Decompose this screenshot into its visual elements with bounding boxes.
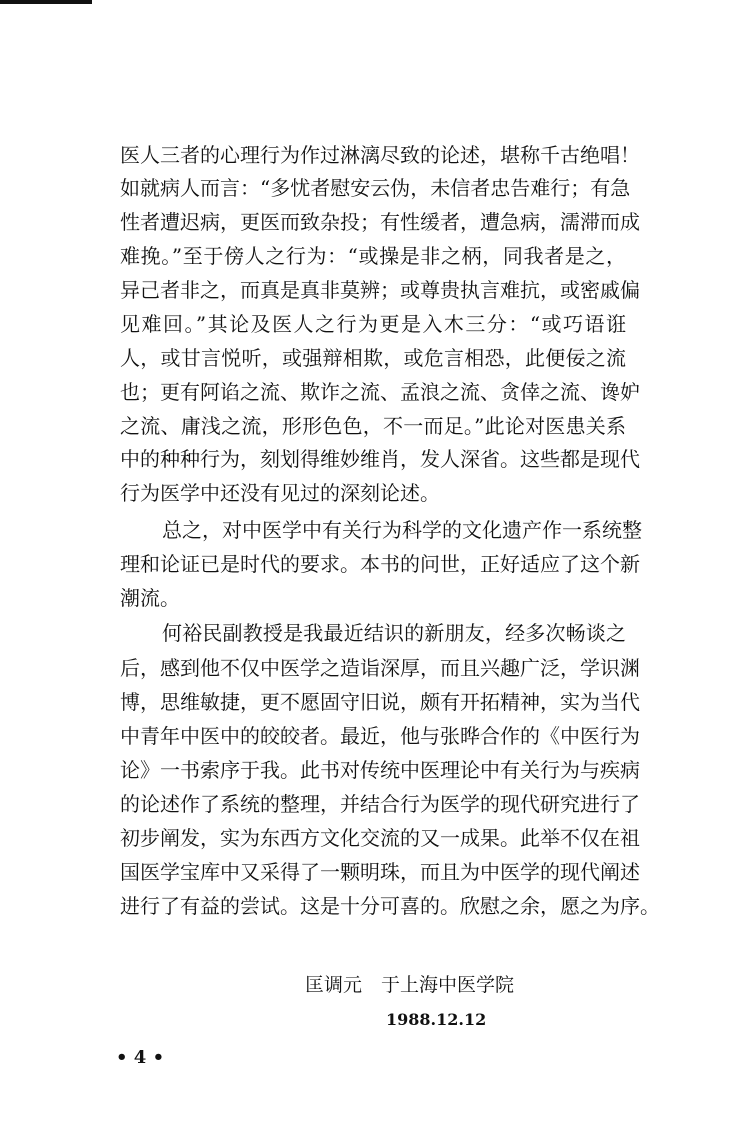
text-line: 初步阐发，实为东西方文化交流的又一成果。此举不仅在祖 (120, 826, 640, 850)
text-line: 之流、庸浅之流，形形色色，不一而足。”此论对医患关系 (120, 414, 626, 438)
date: 1988.12.12 (386, 1010, 487, 1029)
text-line: 难挽。”至于傍人之行为：“或操是非之柄，同我者是之， (120, 244, 626, 268)
text-line: 何裕民副教授是我最近结识的新朋友，经多次畅谈之 (162, 621, 626, 645)
text-line: 国医学宝库中又采得了一颗明珠，而且为中医学的现代阐述 (120, 860, 640, 884)
text-line: 进行了有益的尝试。这是十分可喜的。欣慰之余，愿之为序。 (120, 894, 660, 918)
text-line: 中青年中医中的皎皎者。最近，他与张晔合作的《中医行为 (120, 724, 640, 748)
text-line: 如就病人而言：“多忧者慰安云伪，未信者忠告难行；有急 (120, 176, 631, 200)
scan-edge-line (0, 0, 92, 4)
signature: 匡调元 于上海中医学院 (305, 974, 515, 996)
text-line: 的论述作了系统的整理，并结合行为医学的现代研究进行了 (120, 792, 640, 816)
text-line: 行为医学中还没有见过的深刻论述。 (120, 481, 440, 505)
text-line: 医人三者的心理行为作过淋漓尽致的论述，堪称千古绝唱！ (120, 143, 640, 167)
text-line: 中的种种行为，刻划得维妙维肖，发人深省。这些都是现代 (120, 447, 640, 471)
text-line: 也；更有阿谄之流、欺诈之流、孟浪之流、贪倖之流、谗妒 (120, 380, 640, 404)
text-line: 总之，对中医学中有关行为科学的文化遗产作一系统整 (162, 518, 642, 542)
text-line: 潮流。 (120, 586, 180, 610)
text-line: 异己者非之，而真是真非莫辨；或尊贵执言难抗，或密戚偏 (120, 278, 640, 302)
text-line: 性者遭迟病，更医而致杂投；有性缓者，遭急病，濡滞而成 (120, 210, 640, 234)
text-line: 后，感到他不仅中医学之造诣深厚，而且兴趣广泛，学识渊 (120, 656, 640, 680)
text-line: 见难回。”其论及医人之行为更是入木三分：“或巧语诳 (120, 312, 626, 336)
text-line: 人，或甘言悦听，或强辩相欺，或危言相恐，此便佞之流 (120, 346, 626, 370)
text-line: 博，思维敏捷，更不愿固守旧说，颇有开拓精神，实为当代 (120, 690, 640, 714)
text-line: 理和论证已是时代的要求。本书的问世，正好适应了这个新 (120, 552, 640, 576)
text-line: 论》一书索序于我。此书对传统中医理论中有关行为与疾病 (120, 758, 640, 782)
page-number: • 4 • (116, 1047, 165, 1068)
